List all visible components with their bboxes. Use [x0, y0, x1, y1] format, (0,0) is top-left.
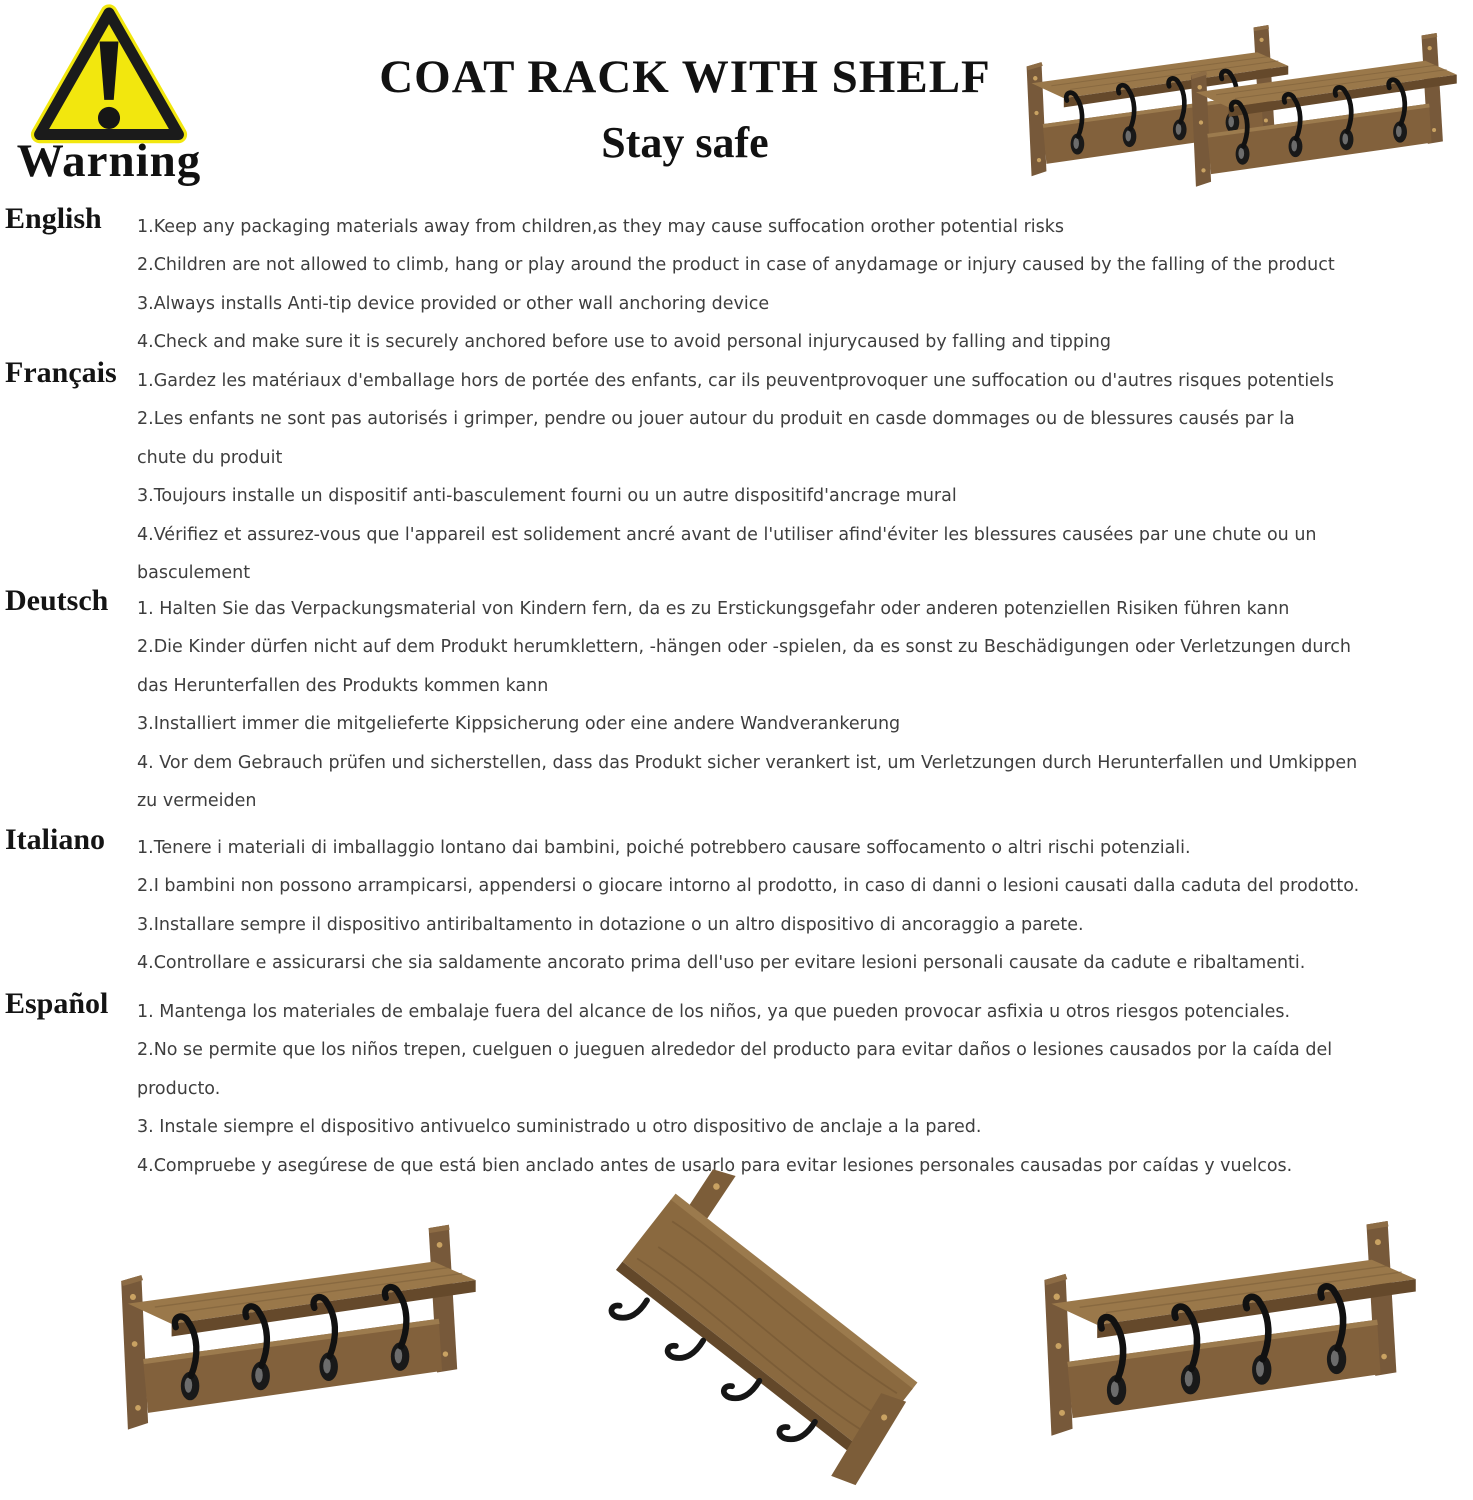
language-section-deutsch	[0, 584, 1473, 820]
warning-label: Warning	[16, 135, 202, 187]
coat-rack-angled-view	[1044, 1221, 1415, 1436]
warning-lines	[137, 362, 1473, 592]
language-label: Italiano	[5, 823, 106, 856]
language-label: Deutsch	[5, 584, 109, 617]
warning-line: 4. Vor dem Gebrauch prüfen und sicherstellen, dass das Produkt sicher verankert ist, um Verletzungen durch Herunterfallen und Umkippen	[137, 752, 1358, 773]
language-section-english	[0, 202, 1473, 362]
warning-line: basculement	[137, 562, 251, 583]
page-subtitle: Stay safe	[601, 118, 769, 167]
warning-line: 4.Check and make sure it is securely anchored before use to avoid personal injurycaused by falling and tipping	[137, 332, 1112, 353]
product-photo-top-right	[1000, 4, 1468, 204]
warning-lines	[137, 829, 1473, 983]
warning-line: 1.Keep any packaging materials away from children,as they may cause suffocation orother potential risks	[137, 217, 1064, 237]
warning-triangle-icon	[28, 2, 190, 144]
warning-line: 3.Toujours installe un dispositif anti-basculement fourni ou un autre dispositifd'ancrage mural	[137, 486, 957, 507]
warning-lines	[137, 590, 1473, 820]
shelf-top-view	[593, 1154, 960, 1497]
warning-lines	[137, 993, 1473, 1185]
language-label: English	[5, 202, 102, 235]
warning-line: 3.Always installs Anti-tip device provided or other wall anchoring device	[137, 293, 770, 314]
warning-line: 1.Gardez les matériaux d'emballage hors de portée des enfants, car ils peuventprovoquer une suffocation ou d'autres risques potentiels	[137, 371, 1334, 391]
warning-line: 4.Vérifiez et assurez-vous que l'appareil est solidement ancré avant de l'utiliser afind'éviter les blessures causées par une chute ou un	[137, 524, 1317, 545]
warning-line: 1. Mantenga los materiales de embalaje fuera del alcance de los niños, ya que pueden provocar asfixia u otros riesgos potenciales.	[137, 1002, 1291, 1022]
warning-line: zu vermeiden	[137, 790, 257, 811]
warning-line: 2.I bambini non possono arrampicarsi, appendersi o giocare intorno al prodotto, in caso di danni o lesioni causati dalla caduta del prodotto.	[137, 876, 1360, 897]
warning-lines	[137, 208, 1473, 362]
language-label: Français	[5, 356, 117, 389]
warning-line: 2.Les enfants ne sont pas autorisés i grimper, pendre ou jouer autour du produit en casde dommages ou de blessures causés par la	[137, 409, 1295, 430]
warning-line: 1.Tenere i materiali di imballaggio lontano dai bambini, poiché potrebbero causare soffocamento o altri rischi potenziali.	[137, 838, 1191, 858]
warning-line: das Herunterfallen des Produkts kommen kann	[137, 675, 549, 696]
exclamation-dot	[98, 107, 120, 129]
hook-icon	[609, 1286, 647, 1326]
warning-line: 4.Controllare e assicurarsi che sia saldamente ancorato prima dell'uso per evitare lesioni personali causate da cadute e ribaltamenti.	[137, 953, 1306, 974]
warning-line: 3.Installiert immer die mitgelieferte Kippsicherung oder eine andere Wandverankerung	[137, 714, 901, 735]
warning-line: 3.Installare sempre il dispositivo antiribaltamento in dotazione o un altro dispositivo di ancoraggio a parete.	[137, 914, 1084, 935]
product-photo-bottom-right	[1008, 1212, 1448, 1448]
language-label: Español	[5, 987, 109, 1020]
warning-line: 2.Children are not allowed to climb, hang or play around the product in case of anydamage or injury caused by the falling of the product	[137, 255, 1335, 276]
page-title: COAT RACK WITH SHELF	[379, 51, 991, 103]
product-photo-bottom-middle	[552, 1182, 982, 1487]
warning-line: 2.Die Kinder dürfen nicht auf dem Produkt herumklettern, -hängen oder -spielen, da es sonst zu Beschädigungen oder Verletzungen durch	[137, 637, 1351, 658]
warning-line: 2.No se permite que los niños trepen, cuelguen o jueguen alrededor del producto para evitar daños o lesiones causados por la caída del	[137, 1040, 1333, 1061]
warning-line: 4.Compruebe y asegúrese de que está bien anclado antes de usarlo para evitar lesiones personales causadas por caídas y vuelcos.	[137, 1155, 1293, 1176]
title-block	[328, 50, 1042, 168]
warning-line: 3. Instale siempre el dispositivo antivuelco suministrado u otro dispositivo de anclaje a la pared.	[137, 1117, 982, 1138]
language-section-francais	[0, 356, 1473, 592]
warning-line: 1. Halten Sie das Verpackungsmaterial von Kindern fern, da es zu Erstickungsgefahr oder anderen potenziellen Risiken führen kann	[137, 599, 1290, 619]
warning-line: chute du produit	[137, 447, 283, 468]
warning-line: producto.	[137, 1078, 221, 1099]
coat-rack-front-view	[121, 1225, 475, 1430]
language-section-italiano	[0, 823, 1473, 983]
product-photo-bottom-left	[92, 1208, 487, 1448]
language-section-espanol	[0, 987, 1473, 1185]
